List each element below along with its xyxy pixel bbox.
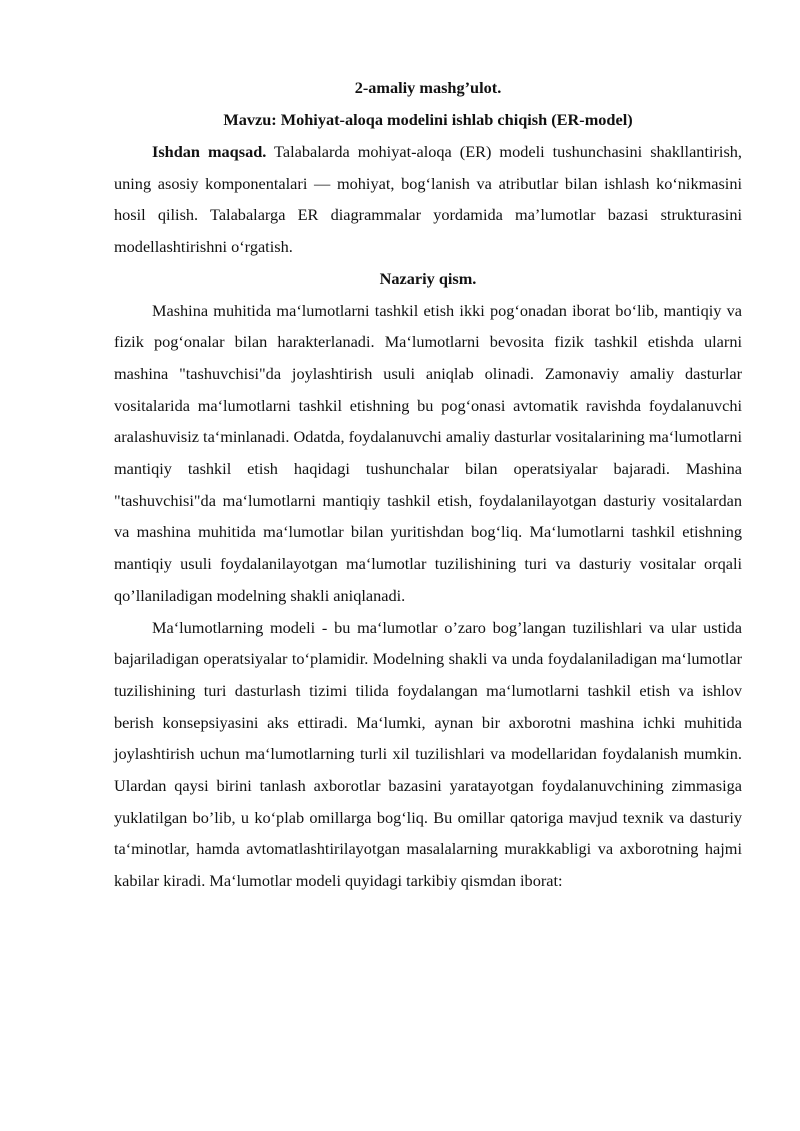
paragraph-2: Ma‘lumotlarning modeli - bu ma‘lumotlar o’zaro bog’langan tuzilishlari va ular ustida bajariladigan operatsiyalar to‘plamidir. Modelning shakli va unda foydalaniladigan ma‘lumotlar tuzilishining turi dasturlash tizimi tilida foydalangan ma‘lumotlarni tashkil etish va ishlov berish konsepsiyasini aks ettiradi. Ma‘lumki, aynan bir axborotni mashina ichki muhitida joylashtirish uchun ma‘lumotlarning turli xil tuzilishlari va modellaridan foydalanish mumkin. Ulardan qaysi birini tanlash axborotlar bazasini yaratayotgan foydalanuvchining zimmasiga yuklatilgan bo’lib, u ko‘plab omillarga bog‘liq. Bu omillar qatoriga mavjud texnik va dasturiy ta‘minotlar, hamda avtomatlashtirilayotgan masalalarning murakkabligi va axborotning hajmi kabilar kiradi. Ma‘lumotlar modeli quyidagi tarkibiy qismdan iborat: (114, 617, 742, 891)
document-topic: Mavzu: Mohiyat-aloqa modelini ishlab chiqish (ER-model) (223, 110, 633, 129)
document-title: 2-amaliy mashg’ulot. (354, 78, 502, 97)
goal-text: Talabalarda mohiyat-aloqa (ER) modeli tushunchasini shakllantirish, uning asosiy komponentalari — mohiyat, bog‘lanish va atributlar bilan ishlash ko‘nikmasini hosil qilish. Talabalarga ER diagrammalar yordamida ma’lumotlar bazasi strukturasini modellashtirishni o‘rgatish. (114, 142, 742, 257)
paragraph-1: Mashina muhitida ma‘lumotlarni tashkil etish ikki pog‘onadan iborat bo‘lib, mantiqiy va fizik pog‘onalar bilan harakterlanadi. Ma‘lumotlarni bevosita fizik tashkil etishda ularni mashina "tashuvchisi"da joylashtirish usuli aniqlab olinadi. Zamonaviy amaliy dasturlar vositalarida ma‘lumotlarni tashkil etishning bu pog‘onasi avtomatik ravishda foydalanuvchi aralashuvisiz ta‘minlanadi. Odatda, foydalanuvchi amaliy dasturlar vositalarining ma‘lumotlarni mantiqiy tashkil etish haqidagi tushunchalar bilan operatsiyalar bajaradi. Mashina "tashuvchisi"da ma‘lumotlarni mantiqiy tashkil etish, foydalanilayotgan dasturiy vositalardan va mashina muhitida ma‘lumotlar bilan yuritishdan bog‘liq. Ma‘lumotlarni tashkil etishning mantiqiy usuli foydalanilayotgan ma‘lumotlar tuzilishining turi va dasturiy vositalar orqali qo’llaniladigan modelning shakli aniqlanadi. (114, 300, 742, 605)
section-heading: Nazariy qism. (379, 268, 477, 288)
document-page (114, 72, 742, 897)
goal-label: Ishdan maqsad. (152, 142, 267, 161)
goal-paragraph (114, 136, 742, 263)
